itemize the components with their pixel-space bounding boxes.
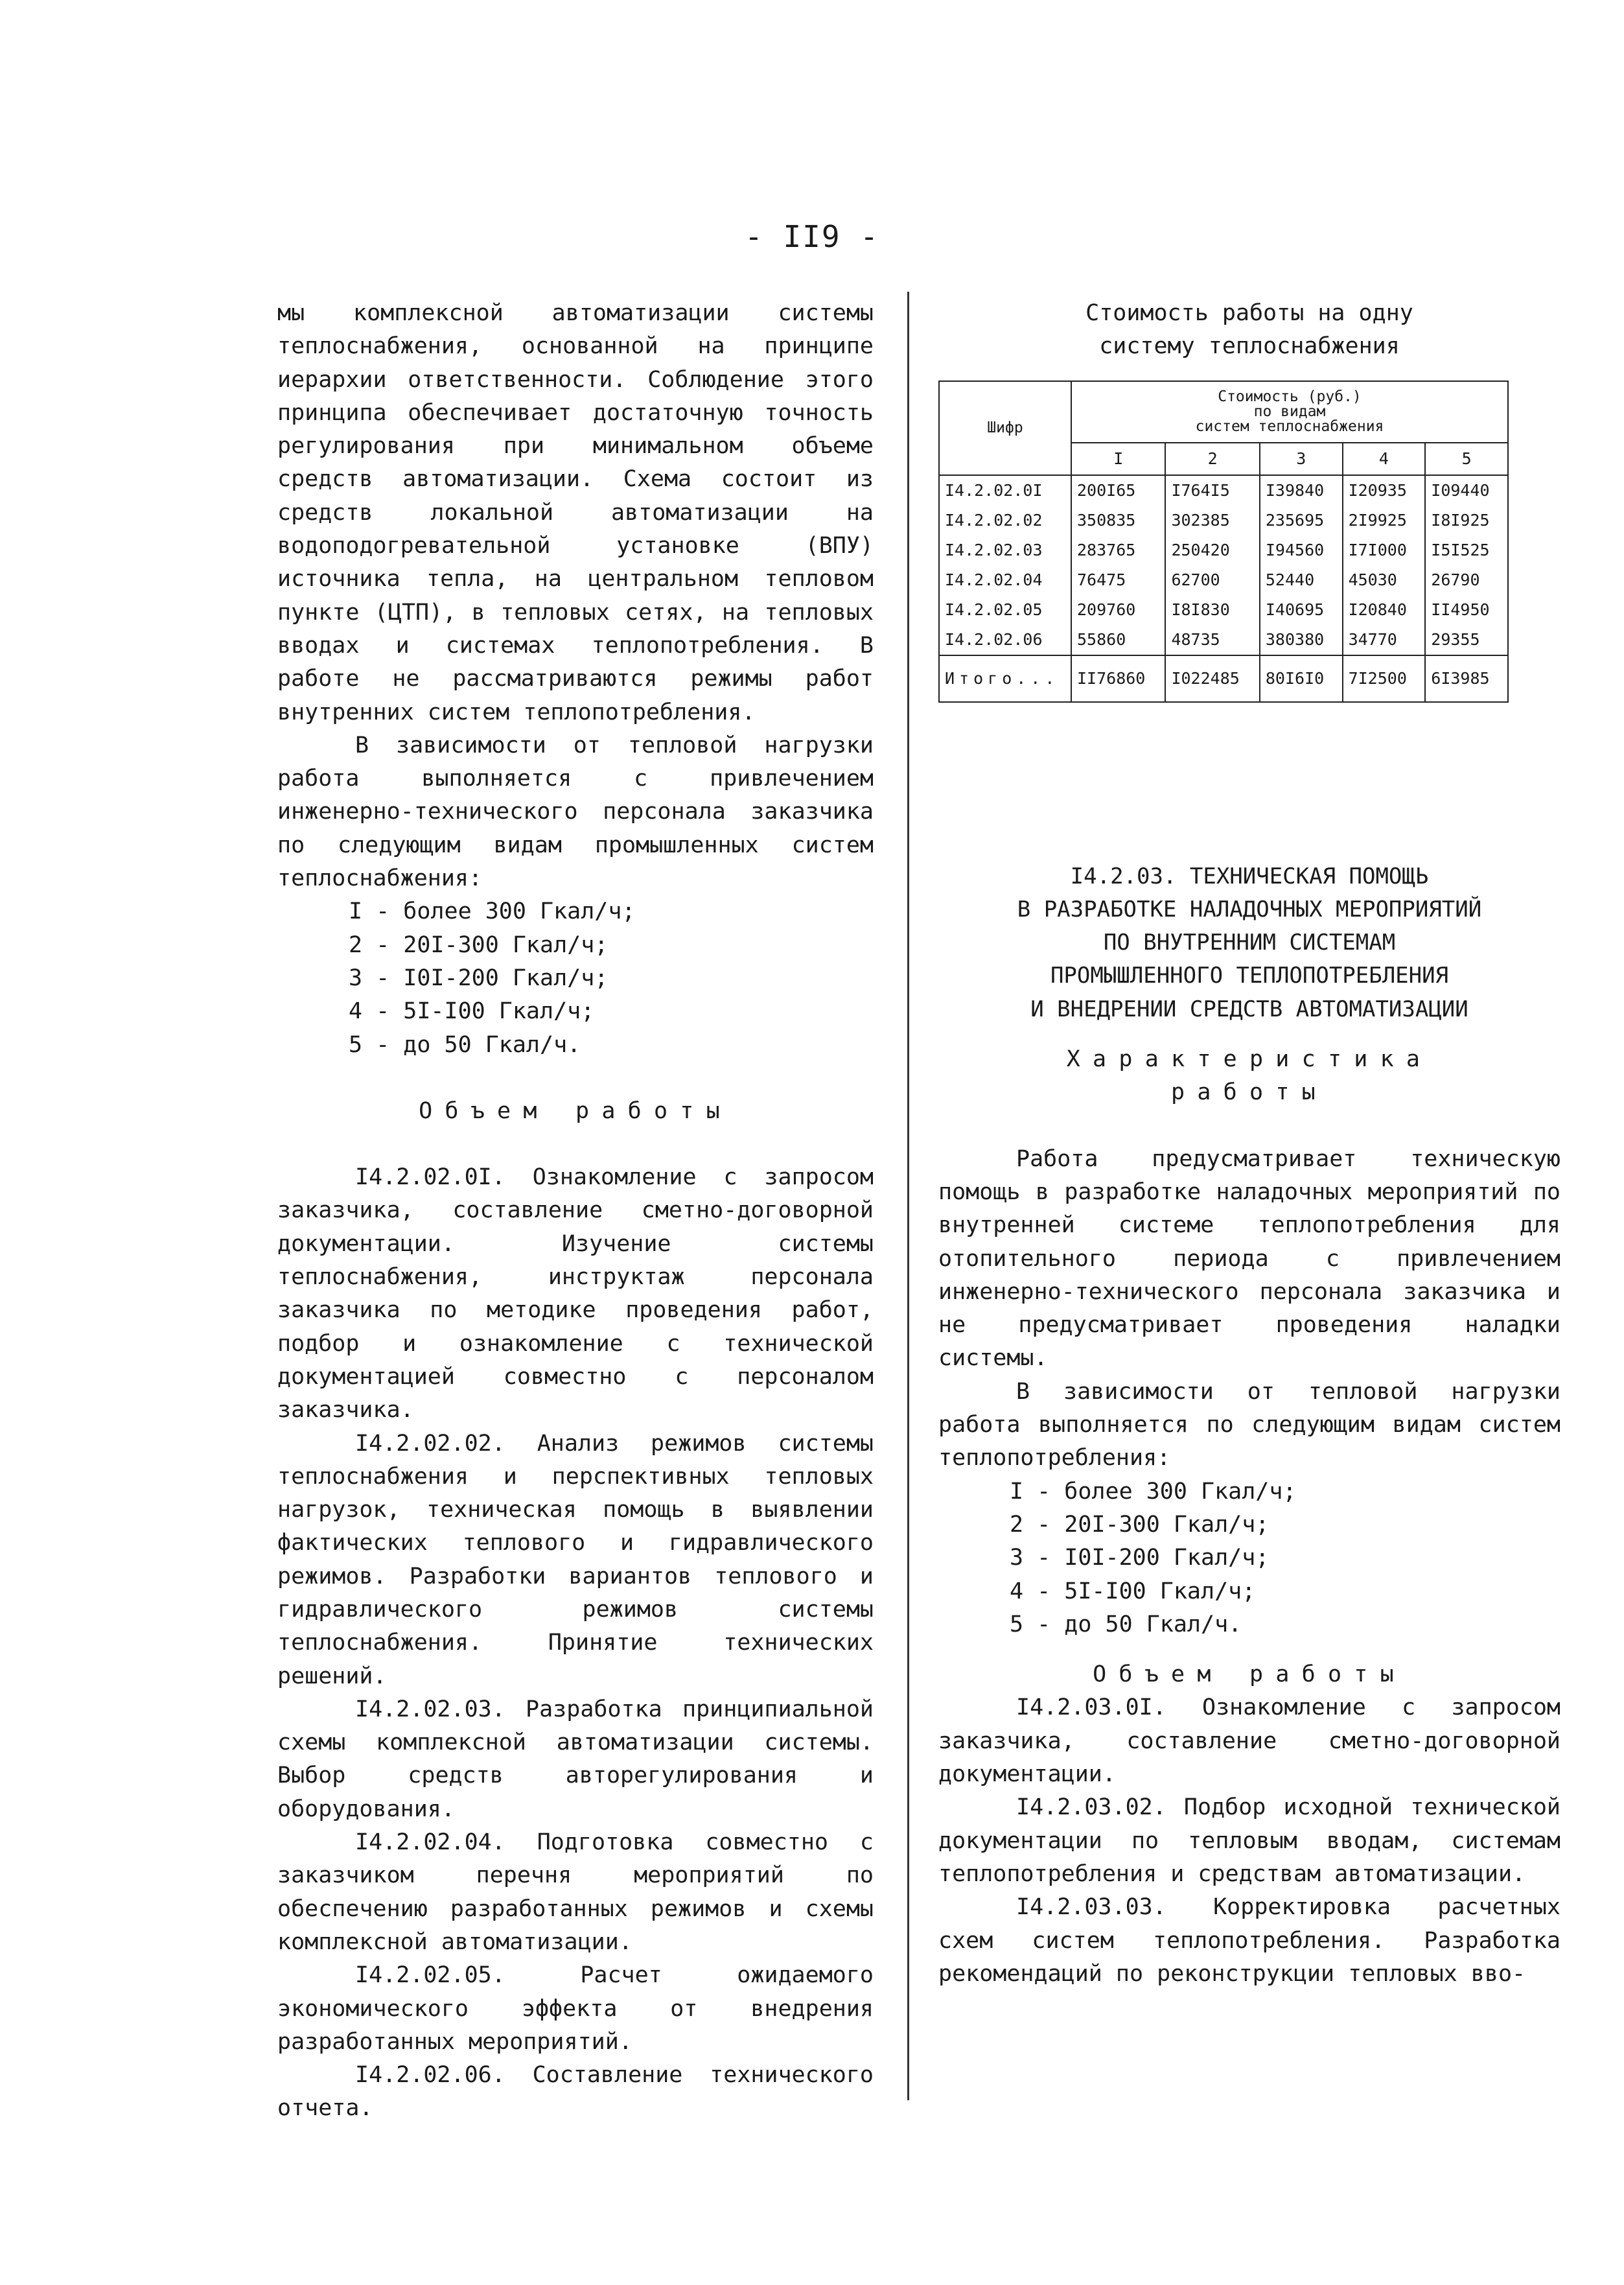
table-cell: 55860	[1071, 625, 1165, 655]
list-item: I - более 300 Гкал/ч;	[1010, 1478, 1297, 1505]
left-item-3: I4.2.02.03. Разработка принципиальной схемы комплексной автоматизации системы. Выбор средств авторегулирования и оборудования.	[277, 1696, 874, 1822]
table-cell: I40695	[1260, 595, 1343, 625]
column-number: 2	[1165, 443, 1259, 475]
section-title-line: I4.2.03. ТЕХНИЧЕСКАЯ ПОМОЩЬ	[1070, 863, 1429, 889]
right-paragraph-2: В зависимости от тепловой нагрузки работа выполняется по следующим видам систем теплопотребления:	[938, 1378, 1560, 1471]
row-code: I4.2.02.04	[939, 565, 1071, 595]
row-code: I4.2.02.06	[939, 625, 1071, 655]
list-item: 3 - I0I-200 Гкал/ч;	[1010, 1545, 1270, 1571]
cost-column-header	[1071, 381, 1508, 443]
cost-header-line-2: по видам	[1253, 403, 1326, 420]
left-item-6: I4.2.02.06. Составление технического отчета.	[277, 2062, 874, 2122]
table-row	[939, 475, 1508, 506]
right-item-1: I4.2.03.0I. Ознакомление с запросом заказчика, составление сметно-договорной документации.	[938, 1694, 1560, 1788]
total-row	[939, 655, 1508, 702]
section-title-line: ПРОМЫШЛЕННОГО ТЕПЛОПОТРЕБЛЕНИЯ	[1050, 963, 1449, 989]
table-cell: 350835	[1071, 506, 1165, 535]
row-code: I4.2.02.05	[939, 595, 1071, 625]
column-number: 5	[1425, 443, 1508, 475]
characteristic-heading: Характеристика	[1066, 1046, 1433, 1073]
table-cell: 62700	[1165, 565, 1259, 595]
right-paragraph-1: Работа предусматривает техническую помощь в разработке наладочных мероприятий по внутренней системе теплопотребления для отопительного периода с привлечением инженерно-технического персонала заказчика и не предусматривает проведения наладки системы.	[938, 1145, 1560, 1372]
cost-table	[938, 381, 1509, 703]
table-row	[939, 625, 1508, 655]
table-row	[939, 506, 1508, 535]
table-row	[939, 565, 1508, 595]
list-item: 4 - 5I-I00 Гкал/ч;	[349, 998, 595, 1025]
table-cell: I09440	[1425, 475, 1508, 506]
table-cell: I7I000	[1343, 535, 1426, 565]
left-item-2: I4.2.02.02. Анализ режимов системы теплоснабжения и перспективных тепловых нагрузок, техническая помощь в выявлении фактических теплового и гидравлического режимов. Разработки вариантов теплового и гидравлического режимов системы теплоснабжения. Принятие технических решений.	[277, 1430, 874, 1689]
cost-header-line-3: систем теплоснабжения	[1195, 417, 1384, 435]
table-cell: II4950	[1425, 595, 1508, 625]
column-divider	[907, 292, 909, 2100]
left-item-1: I4.2.02.0I. Ознакомление с запросом заказчика, составление сметно-договорной документации. Изучение системы теплоснабжения, инструктаж персонала заказчика по методике проведения работ, подбор и ознакомление с технической документацией совместно с персоналом заказчика.	[277, 1164, 874, 1424]
table-cell: 34770	[1343, 625, 1426, 655]
total-cell: 80I6I0	[1260, 655, 1343, 702]
table-total	[939, 655, 1508, 702]
right-scope-heading: Объем работы	[1093, 1661, 1406, 1688]
left-scope-heading: Объем работы	[419, 1097, 732, 1124]
left-load-list	[277, 895, 874, 1061]
cost-header-line-1: Стоимость (руб.)	[1218, 388, 1362, 405]
table-cell: I39840	[1260, 475, 1343, 506]
right-column	[938, 297, 1560, 1991]
table-cell: I94560	[1260, 535, 1343, 565]
left-item-5: I4.2.02.05. Расчет ожидаемого экономического эффекта от внедрения разработанных мероприятий.	[277, 1962, 874, 2055]
list-item: I - более 300 Гкал/ч;	[349, 898, 636, 925]
table-cell: 302385	[1165, 506, 1259, 535]
table-cell: 283765	[1071, 535, 1165, 565]
total-cell: II76860	[1071, 655, 1165, 702]
row-code: I4.2.02.03	[939, 535, 1071, 565]
section-title-line: И ВНЕДРЕНИИ СРЕДСТВ АВТОМАТИЗАЦИИ	[1030, 996, 1468, 1022]
total-cell: 7I2500	[1343, 655, 1426, 702]
characteristic-subheading: работы	[1171, 1079, 1328, 1106]
total-cell: I022485	[1165, 655, 1259, 702]
row-code: I4.2.02.02	[939, 506, 1071, 535]
section-title-line: ПО ВНУТРЕННИМ СИСТЕМАМ	[1103, 930, 1396, 956]
section-title-line: В РАЗРАБОТКЕ НАЛАДОЧНЫХ МЕРОПРИЯТИЙ	[1017, 896, 1482, 922]
column-number: 3	[1260, 443, 1343, 475]
code-column-header: Шифр	[939, 381, 1071, 475]
table-cell: I764I5	[1165, 475, 1259, 506]
list-item: 5 - до 50 Гкал/ч.	[1010, 1611, 1242, 1637]
table-cell: 380380	[1260, 625, 1343, 655]
column-number: 4	[1343, 443, 1426, 475]
total-label: Итого...	[939, 655, 1071, 702]
table-cell: I5I525	[1425, 535, 1508, 565]
table-body	[939, 475, 1508, 655]
table-cell: 45030	[1343, 565, 1426, 595]
column-number: I	[1071, 443, 1165, 475]
left-column	[277, 297, 874, 2126]
table-row	[939, 595, 1508, 625]
list-item: 2 - 20I-300 Гкал/ч;	[1010, 1511, 1270, 1538]
table-cell: 200I65	[1071, 475, 1165, 506]
table-cell: I8I925	[1425, 506, 1508, 535]
list-item: 2 - 20I-300 Гкал/ч;	[349, 932, 609, 958]
table-cell: 2I9925	[1343, 506, 1426, 535]
table-title-line-2: систему теплоснабжения	[1099, 333, 1400, 360]
table-cell: 29355	[1425, 625, 1508, 655]
left-item-4: I4.2.02.04. Подготовка совместно с заказчиком перечня мероприятий по обеспечению разработанных режимов и схемы комплексной автоматизации.	[277, 1829, 874, 1955]
right-item-3: I4.2.03.03. Корректировка расчетных схем систем теплопотребления. Разработка рекомендаций по реконструкции тепловых вво-	[938, 1894, 1560, 1987]
list-item: 4 - 5I-I00 Гкал/ч;	[1010, 1578, 1256, 1604]
left-paragraph-1: мы комплексной автоматизации системы теплоснабжения, основанной на принципе иерархии ответственности. Соблюдение этого принципа обеспечивает достаточную точность регулирования при минимальном объеме средств автоматизации. Схема состоит из средств локальной автоматизации на водоподогревательной установке (ВПУ) источника тепла, на центральном тепловом пункте (ЦТП), в тепловых сетях, на тепловых вводах и системах теплопотребления. В работе не рассматриваются режимы работ внутренних систем теплопотребления.	[277, 300, 874, 725]
right-load-list	[938, 1475, 1560, 1641]
right-item-2: I4.2.03.02. Подбор исходной технической документации по тепловым вводам, системам теплопотребления и средствам автоматизации.	[938, 1794, 1560, 1887]
page-number: - II9 -	[745, 219, 879, 254]
left-paragraph-2: В зависимости от тепловой нагрузки работа выполняется с привлечением инженерно-технического персонала заказчика по следующим видам промышленных систем теплоснабжения:	[277, 732, 874, 892]
table-row	[939, 535, 1508, 565]
list-item: 3 - I0I-200 Гкал/ч;	[349, 965, 609, 991]
table-cell: I20935	[1343, 475, 1426, 506]
table-cell: I20840	[1343, 595, 1426, 625]
table-cell: I8I830	[1165, 595, 1259, 625]
table-cell: 52440	[1260, 565, 1343, 595]
table-cell: 76475	[1071, 565, 1165, 595]
list-item: 5 - до 50 Гкал/ч.	[349, 1031, 581, 1058]
table-cell: 235695	[1260, 506, 1343, 535]
section-title	[938, 860, 1560, 1026]
table-title-line-1: Стоимость работы на одну	[1085, 300, 1413, 326]
table-cell: 26790	[1425, 565, 1508, 595]
table-cell: 48735	[1165, 625, 1259, 655]
total-cell: 6I3985	[1425, 655, 1508, 702]
table-cell: 209760	[1071, 595, 1165, 625]
row-code: I4.2.02.0I	[939, 475, 1071, 506]
table-cell: 250420	[1165, 535, 1259, 565]
